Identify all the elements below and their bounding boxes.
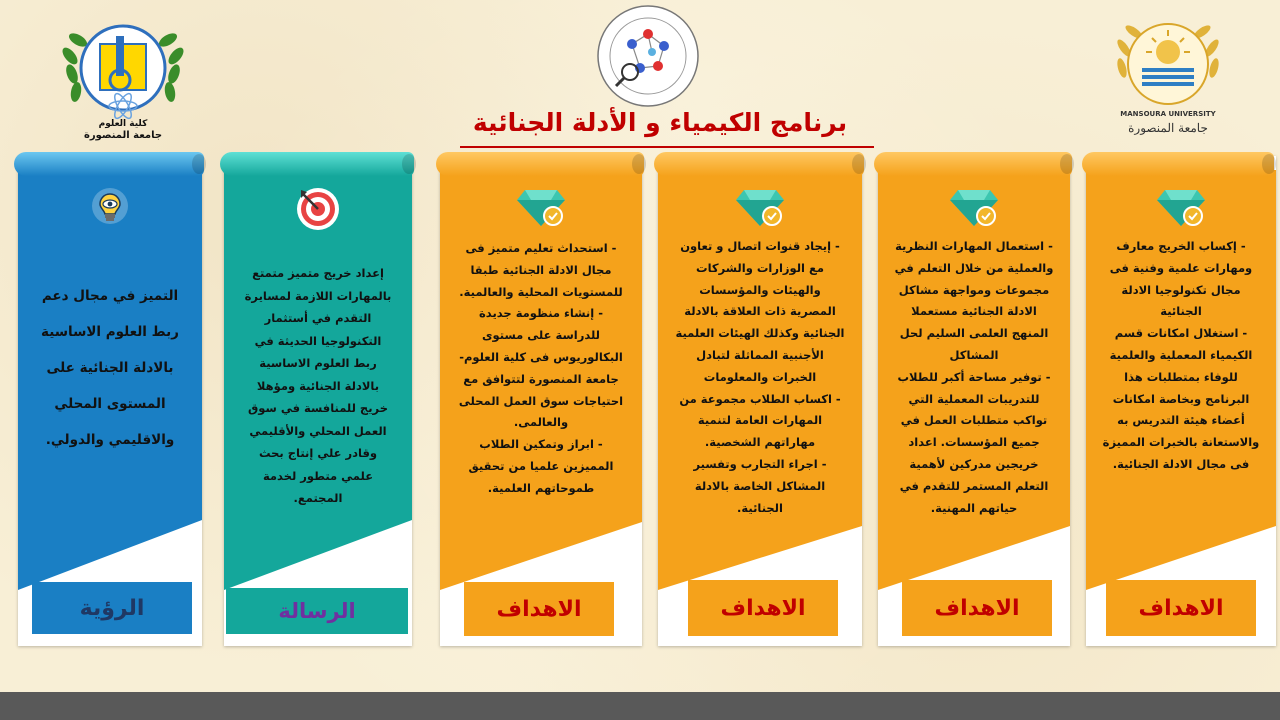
- goals-roll-4: [1082, 152, 1274, 176]
- goals-panel-3: [878, 156, 1070, 646]
- goals-text-2: - إيجاد قنوات اتصال و تعاون مع الوزارات والشركات والهيئات والمؤسسات المصرية ذات العلاقة بالادلة الجنائية وكذلك الهيئات العلمية الأجنبية المماثلة لتبادل الخبرات والمعلومات - اكساب الطلاب مجموعة من المهارات العامة لتنمية مهاراتهم الشخصية. - اجراء التجارب وتفسير المشاكل الخاصة بالادلة الجنائية.: [675, 239, 845, 515]
- mission-panel: [224, 156, 412, 646]
- mission-text: إعداد خريج متميز متمتع بالمهارات اللازمة لمسايرة التقدم في أستثمار التكنولوجيا الحديثة في ربط العلوم الاساسية بالادلة الجنائية ومؤهلا خريج للمنافسة في سوق العمل المحلي والأقليمي وقادر علي إنتاج بحث علمي متطور لخدمة المجتمع.: [244, 266, 392, 505]
- goals-label-3: الاهداف: [902, 580, 1052, 636]
- forensic-program-logo: [592, 4, 704, 108]
- title-underline: [460, 146, 874, 148]
- goals-panel-2: [658, 156, 862, 646]
- bottom-bar: [0, 692, 1280, 720]
- goals-text-3: - استعمال المهارات النظرية والعملية من خلال التعلم في مجموعات ومواجهة مشاكل الادلة الجنائية مستعملا المنهج العلمى السليم لحل المشاكل - توفير مساحة أكبر للطلاب للتدريبات المعملية التي تواكب متطلبات العمل في جميع المؤسسات. اعداد خريجين مدركين لأهمية التعلم المستمر للتقدم في حياتهم المهنية.: [894, 239, 1054, 515]
- diamond-icon: [515, 186, 567, 234]
- goals-label-4: الاهداف: [1106, 580, 1256, 636]
- mansoura-university-logo: [1112, 12, 1224, 140]
- diamond-icon: [948, 186, 1000, 234]
- logo-caption-ar: جامعة المنصورة: [1128, 121, 1208, 135]
- vision-label: الرؤية: [32, 582, 192, 634]
- logo-caption-faculty: كلية العلوم: [98, 119, 148, 129]
- goals-roll-1: [436, 152, 644, 176]
- mission-label: الرسالة: [226, 588, 408, 634]
- logo-caption-university: جامعة المنصورة: [83, 130, 163, 141]
- goals-label-2: الاهداف: [688, 580, 838, 636]
- goals-panel-1: [440, 156, 642, 646]
- mission-roll: [220, 152, 414, 176]
- page-title: برنامج الكيمياء و الأدلة الجنائية: [472, 108, 848, 137]
- goals-roll-2: [654, 152, 864, 176]
- lightbulb-eye-icon: [90, 186, 130, 230]
- target-icon: [295, 186, 341, 236]
- goals-roll-3: [874, 152, 1072, 176]
- diamond-icon: [1155, 186, 1207, 234]
- vision-panel: [18, 156, 202, 646]
- vision-text: التميز في مجال دعم ربط العلوم الاساسية بالادلة الجنائية على المستوى المحلي والاقليمي والدولي.: [41, 288, 179, 448]
- goals-text-4: - إكساب الخريج معارف ومهارات علمية وفنية فى مجال تكنولوجيا الادلة الجنائية - استغلال امكانات قسم الكيمياء المعملية والعلمية للوفاء بمتطلبات هذا البرنامج وبخاصة امكانات أعضاء هيئة التدريس به والاستعانة بالخبرات المميزة فى مجال الادلة الجنائية.: [1102, 239, 1260, 471]
- vision-roll: [14, 152, 204, 176]
- goals-text-1: - استحداث تعليم متميز فى مجال الادلة الجنائية طبقا للمستويات المحلية والعالمية. - إنشاء منظومة جديدة للدراسة على مستوى البكالوريوس فى كلية العلوم- جامعة المنصورة لتتوافق مع احتياجات سوق العمل المحلى والعالمى. - ابراز وتمكين الطلاب المميزين علميا من تحقيق طموحاتهم العلمية.: [458, 241, 624, 495]
- faculty-of-science-logo: [58, 14, 188, 142]
- logo-caption-en: MANSOURA UNIVERSITY: [1120, 110, 1216, 118]
- goals-panel-4: [1086, 156, 1276, 646]
- goals-label-1: الاهداف: [464, 582, 614, 636]
- diamond-icon: [734, 186, 786, 234]
